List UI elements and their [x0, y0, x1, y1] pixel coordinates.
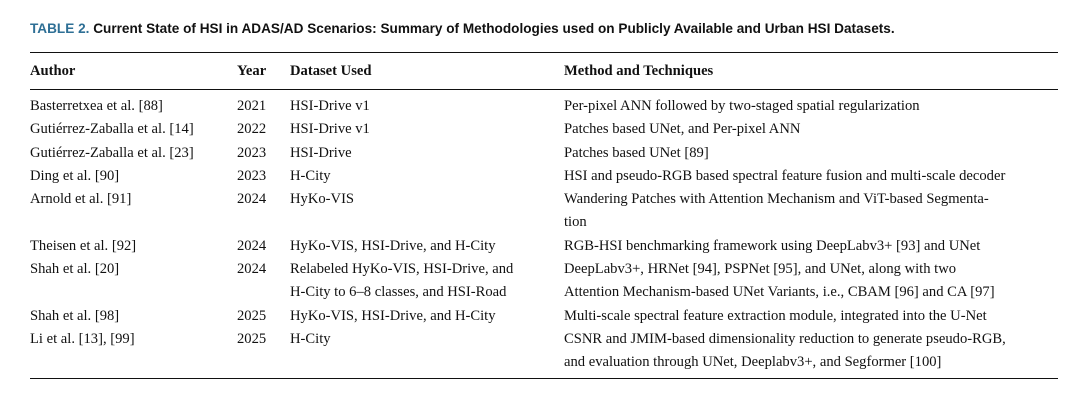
table-row: [30, 90, 1058, 118]
cell-dataset: [290, 188, 564, 235]
cell-method: [564, 235, 1058, 258]
cell-author: Shah et al. [98]: [30, 307, 120, 324]
cell-method: [564, 305, 1058, 328]
cell-method: [564, 328, 1058, 375]
cell-method: [564, 165, 1058, 188]
header-dataset: Dataset Used: [290, 63, 372, 79]
cell-dataset: [290, 328, 564, 375]
cell-method: [564, 258, 1058, 305]
header-year: Year: [237, 63, 267, 79]
header-author: Author: [30, 63, 76, 79]
cell-author: Theisen et al. [92]: [30, 237, 137, 254]
cell-dataset-line: HSI-Drive: [290, 144, 352, 161]
cell-method-line: DeepLabv3+, HRNet [94], PSPNet [95], and UNet, along with two: [564, 261, 957, 278]
cell-year: 2025: [237, 330, 267, 347]
cell-method-line: CSNR and JMIM-based dimensionality reduction to generate pseudo-RGB,: [564, 330, 1006, 347]
cell-method-line: HSI and pseudo-RGB based spectral feature fusion and multi-scale decoder: [564, 167, 1006, 184]
cell-method-line: tion: [564, 214, 587, 231]
cell-author: Basterretxea et al. [88]: [30, 98, 163, 114]
cell-method-line: Multi-scale spectral feature extraction module, integrated into the U-Net: [564, 307, 987, 324]
cell-method-line: RGB-HSI benchmarking framework using DeepLabv3+ [93] and UNet: [564, 237, 981, 254]
cell-dataset-line: H-City: [290, 330, 331, 347]
table-row: [30, 235, 1058, 258]
table-figure: [30, 19, 1058, 379]
cell-dataset: [290, 118, 564, 141]
cell-author: Ding et al. [90]: [30, 167, 120, 184]
cell-year: 2024: [237, 237, 267, 254]
cell-dataset: [290, 142, 564, 165]
cell-dataset-line: Relabeled HyKo-VIS, HSI-Drive, and: [290, 261, 514, 278]
header-method: Method and Techniques: [564, 63, 714, 79]
cell-dataset-line: HSI-Drive v1: [290, 98, 370, 114]
header-row: [30, 53, 1058, 89]
cell-dataset-line: HyKo-VIS, HSI-Drive, and H-City: [290, 307, 496, 324]
table-row: [30, 142, 1058, 165]
cell-author: Gutiérrez-Zaballa et al. [14]: [30, 121, 194, 138]
cell-method: [564, 90, 1058, 118]
cell-year: 2023: [237, 144, 267, 161]
cell-year: 2024: [237, 191, 267, 208]
table-row: [30, 188, 1058, 235]
methodology-table: [30, 53, 1058, 89]
cell-dataset-line: HSI-Drive v1: [290, 121, 370, 138]
cell-author: Li et al. [13], [99]: [30, 330, 135, 347]
cell-year: 2024: [237, 261, 267, 278]
cell-method-line: Patches based UNet [89]: [564, 144, 709, 161]
cell-dataset-line: H-City: [290, 167, 331, 184]
cell-year: 2025: [237, 307, 267, 324]
table-row: [30, 258, 1058, 305]
cell-author: Gutiérrez-Zaballa et al. [23]: [30, 144, 194, 161]
cell-dataset: [290, 305, 564, 328]
cell-year: 2022: [237, 121, 267, 138]
methodology-table-body: [30, 90, 1058, 375]
cell-method-line: Per-pixel ANN followed by two-staged spatial regularization: [564, 98, 920, 114]
cell-dataset: [290, 258, 564, 305]
cell-dataset: [290, 235, 564, 258]
cell-year: 2023: [237, 167, 267, 184]
cell-dataset: [290, 165, 564, 188]
cell-method: [564, 142, 1058, 165]
cell-dataset-line: HyKo-VIS, HSI-Drive, and H-City: [290, 237, 496, 254]
cell-method: [564, 118, 1058, 141]
cell-dataset-line: H-City to 6–8 classes, and HSI-Road: [290, 284, 507, 301]
cell-dataset-line: HyKo-VIS: [290, 191, 355, 208]
table-caption-text: Current State of HSI in ADAS/AD Scenarios: Summary of Methodologies used on Publicly Available and Urban HSI Datasets.: [93, 21, 895, 36]
table-row: [30, 165, 1058, 188]
cell-year: 2021: [237, 98, 267, 114]
cell-method: [564, 188, 1058, 235]
cell-author: Arnold et al. [91]: [30, 191, 132, 208]
cell-method-line: Patches based UNet, and Per-pixel ANN: [564, 121, 801, 138]
table-row: [30, 328, 1058, 375]
table-caption: [30, 19, 1058, 39]
cell-method-line: Wandering Patches with Attention Mechanism and ViT-based Segmenta-: [564, 191, 989, 208]
cell-method-line: and evaluation through UNet, Deeplabv3+, and Segformer [100]: [564, 354, 942, 371]
cell-method-line: Attention Mechanism-based UNet Variants, i.e., CBAM [96] and CA [97]: [564, 284, 995, 301]
cell-author: Shah et al. [20]: [30, 261, 120, 278]
table-label: TABLE 2.: [30, 21, 90, 36]
table-row: [30, 305, 1058, 328]
table-row: [30, 118, 1058, 141]
bottom-rule: [30, 378, 1058, 379]
cell-dataset: [290, 90, 564, 118]
